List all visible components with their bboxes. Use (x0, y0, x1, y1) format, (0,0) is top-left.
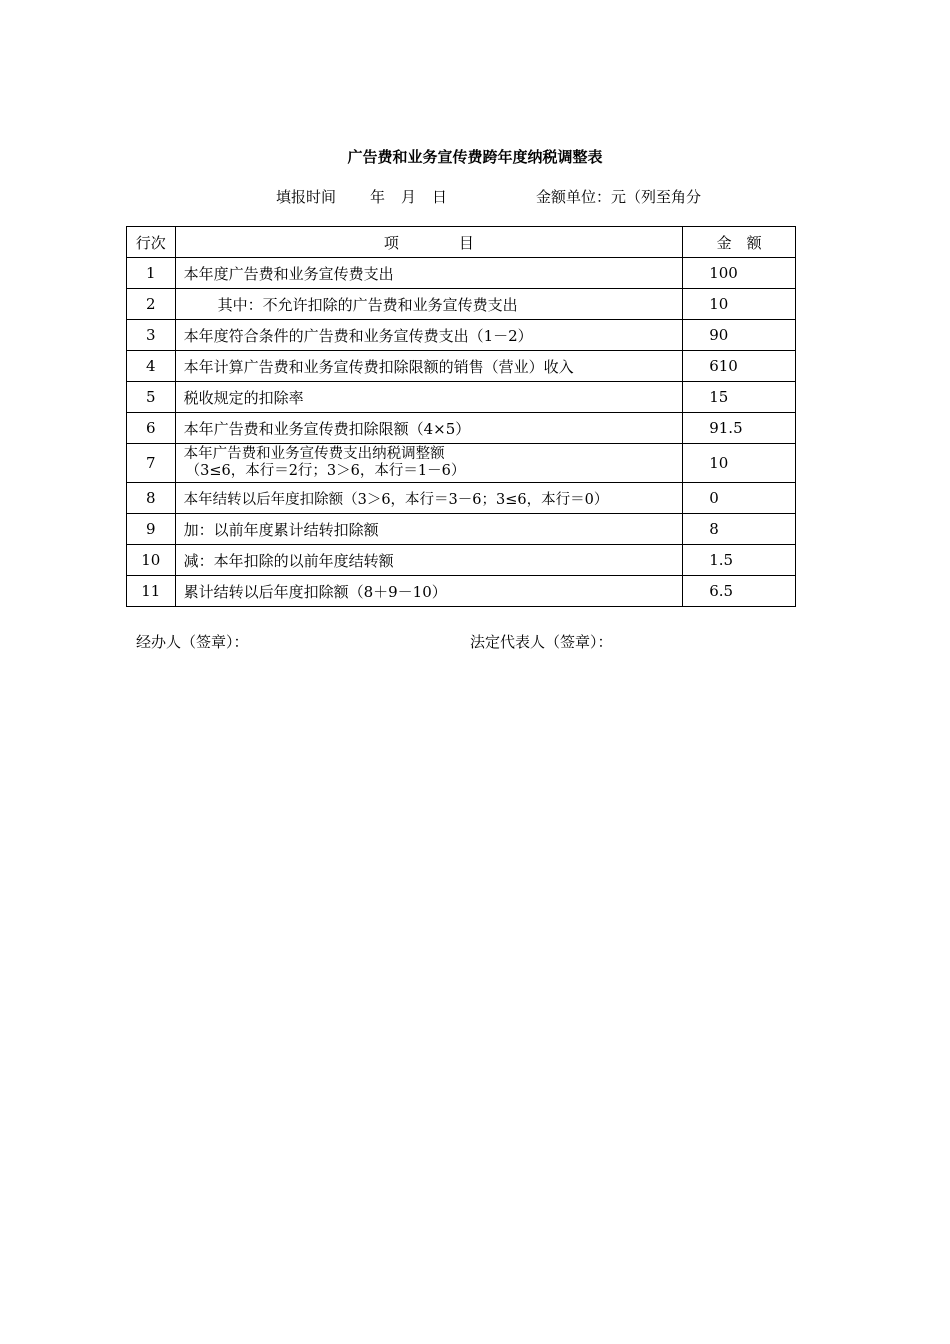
table-row (127, 444, 796, 483)
row-item: 本年度广告费和业务宣传费支出 (175, 258, 683, 289)
row-amount: 10 (683, 444, 796, 483)
row-no: 6 (127, 413, 176, 444)
row-no: 7 (127, 444, 176, 483)
fill-time-month: 月 (401, 188, 417, 206)
row-amount: 1.5 (683, 545, 796, 576)
row-item: 减：本年扣除的以前年度结转额 (175, 545, 683, 576)
row-no: 11 (127, 576, 176, 607)
fill-time (276, 186, 447, 207)
table-row (127, 576, 796, 607)
row-amount: 610 (683, 351, 796, 382)
row-amount: 8 (683, 514, 796, 545)
fill-time-year: 年 (370, 188, 386, 206)
row-no: 3 (127, 320, 176, 351)
row-no: 10 (127, 545, 176, 576)
row-no: 5 (127, 382, 176, 413)
row-item: 本年结转以后年度扣除额（3＞6，本行＝3－6；3≤6，本行＝0） (175, 483, 683, 514)
row-item-line1: 本年广告费和业务宣传费支出纳税调整额 (183, 446, 445, 462)
header-amount: 金 额 (683, 227, 796, 258)
table-row (127, 289, 796, 320)
table-row (127, 351, 796, 382)
row-item-line2: （3≤6，本行＝2行；3＞6，本行＝1－6） (185, 463, 466, 479)
row-item: 其中：不允许扣除的广告费和业务宣传费支出 (175, 289, 683, 320)
row-no: 9 (127, 514, 176, 545)
table-row (127, 483, 796, 514)
row-amount: 15 (683, 382, 796, 413)
row-item: 税收规定的扣除率 (175, 382, 683, 413)
header-row-no: 行次 (127, 227, 176, 258)
adjustment-table (126, 226, 796, 607)
table-row (127, 382, 796, 413)
row-amount: 90 (683, 320, 796, 351)
row-item: 本年广告费和业务宣传费扣除限额（4×5） (175, 413, 683, 444)
header-item: 项 目 (175, 227, 683, 258)
table-header-row (127, 227, 796, 258)
fill-time-day: 日 (432, 188, 448, 206)
amount-unit: 金额单位：元（列至角分 (536, 188, 702, 206)
row-item: 本年计算广告费和业务宣传费扣除限额的销售（营业）收入 (175, 351, 683, 382)
row-item: 累计结转以后年度扣除额（8＋9－10） (175, 576, 683, 607)
row-amount: 6.5 (683, 576, 796, 607)
table-row (127, 545, 796, 576)
row-amount: 100 (683, 258, 796, 289)
row-no: 4 (127, 351, 176, 382)
row-item: 本年度符合条件的广告费和业务宣传费支出（1－2） (175, 320, 683, 351)
fill-time-label: 填报时间 (276, 188, 337, 206)
table-row (127, 514, 796, 545)
handler-signature: 经办人（签章）： (136, 633, 249, 651)
row-amount: 91.5 (683, 413, 796, 444)
table-row (127, 320, 796, 351)
row-amount: 0 (683, 483, 796, 514)
row-no: 8 (127, 483, 176, 514)
legal-rep-signature: 法定代表人（签章）： (470, 633, 613, 651)
page-title: 广告费和业务宣传费跨年度纳税调整表 (347, 148, 603, 166)
row-amount: 10 (683, 289, 796, 320)
row-item: 加：以前年度累计结转扣除额 (175, 514, 683, 545)
row-item (175, 444, 683, 483)
table-row (127, 413, 796, 444)
row-no: 2 (127, 289, 176, 320)
row-no: 1 (127, 258, 176, 289)
table-row (127, 258, 796, 289)
